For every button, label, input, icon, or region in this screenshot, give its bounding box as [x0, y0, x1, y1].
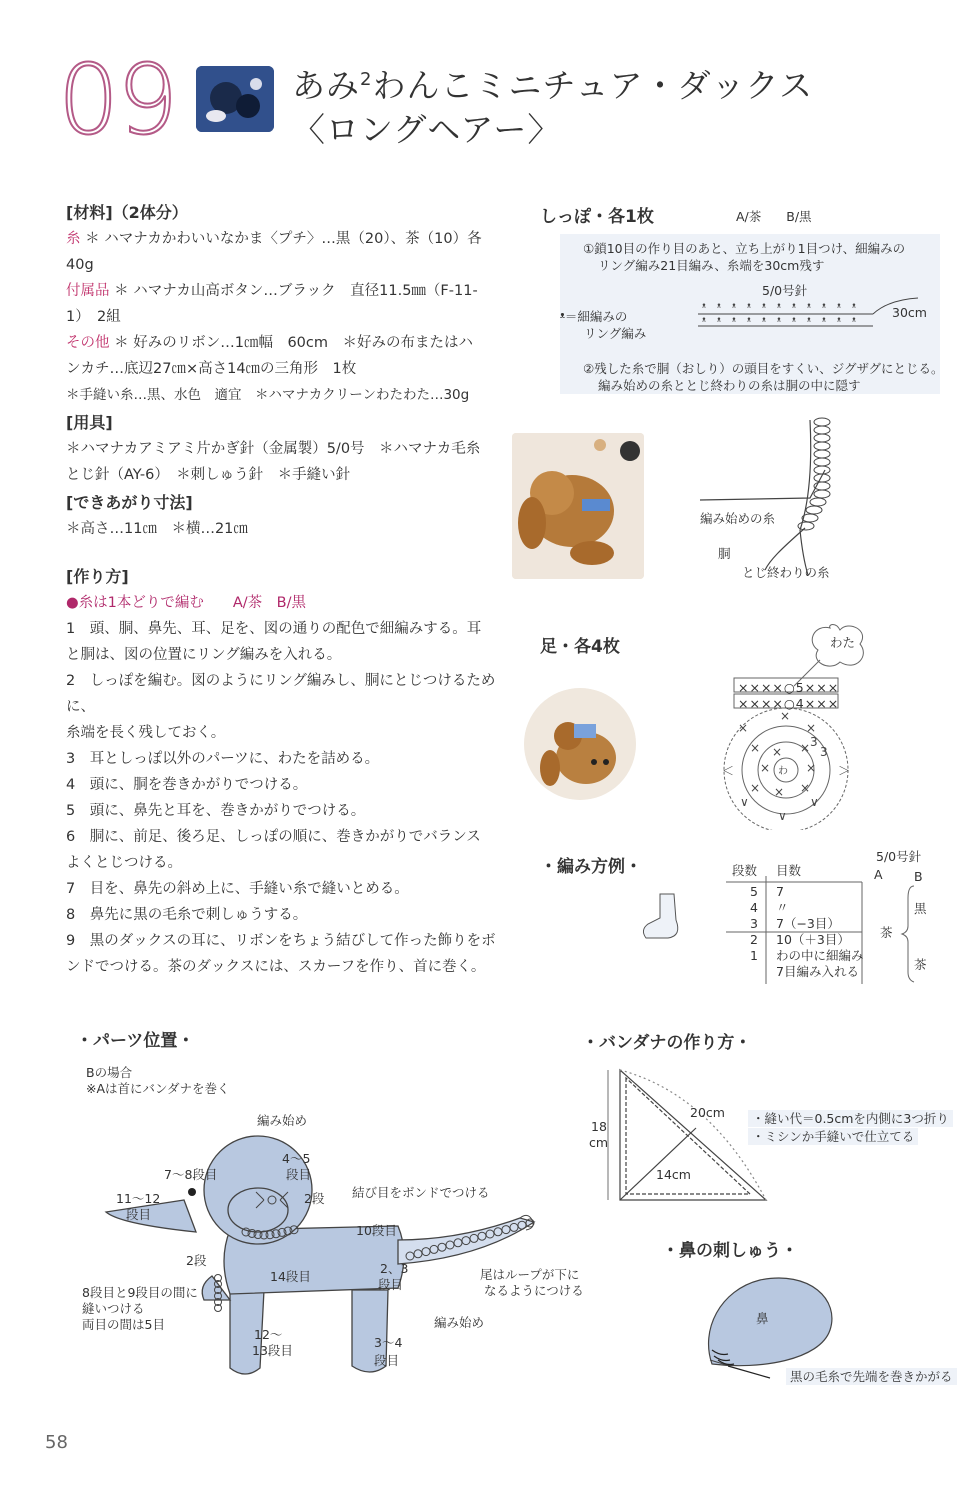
method-step: 3 耳としっぽ以外のパーツに、わたを詰める。 — [66, 751, 380, 767]
dog-label-r45: 4〜5 — [282, 1151, 311, 1166]
dog-label-r2b: 2段 — [186, 1253, 207, 1268]
side-black-label: 黒 — [914, 901, 927, 916]
side-brown-label: 茶 — [880, 925, 893, 940]
tail-title: しっぽ・各1枚 — [540, 207, 654, 227]
dog-label-bond: 結び目をボンドでつける — [352, 1185, 490, 1200]
svg-text:ᵜ: ᵜ — [777, 302, 781, 313]
tail-colors: A/茶 B/黒 — [736, 209, 812, 224]
parts-title: ・パーツ位置・ — [76, 1031, 195, 1051]
stitch-count: 7（−3目） — [776, 916, 840, 931]
tail-note-1b: リング編み21目編み、糸端を30cm残す — [598, 258, 825, 273]
dog-label-r10: 10段目 — [356, 1223, 397, 1238]
dog-label-r2a: 2段 — [304, 1191, 325, 1206]
svg-text:×: × — [760, 761, 771, 775]
svg-text:わ: わ — [778, 766, 788, 777]
legs-row-5: ××××○5××× — [738, 680, 840, 695]
svg-text:ᵜ: ᵜ — [822, 316, 826, 327]
legs-row-4: ××××○4××× — [738, 696, 840, 711]
svg-text:×: × — [772, 745, 783, 759]
pattern-number: 09 — [58, 44, 177, 156]
bandana-note-2: ・ミシンか手縫いで仕立てる — [748, 1128, 918, 1145]
dog-label-tail-2: なるようにつける — [484, 1283, 584, 1298]
legs-photo — [524, 688, 636, 800]
tools-text: ＊ハマナカアミアミ片かぎ針（金属製）5/0号 ＊ハマナカ毛糸 — [66, 441, 481, 457]
dog-label-dan2: 段目 — [126, 1207, 152, 1222]
yarn-text-2: 40g — [66, 257, 94, 273]
method-step: 6 胴に、前足、後ろ足、しっぽの順に、巻きかがりでバランス — [66, 829, 481, 845]
method-step: 7 目を、鼻先の斜め上に、手縫い糸で縫いとめる。 — [66, 881, 409, 897]
svg-text:ᵜ: ᵜ — [837, 316, 841, 327]
col-row-header: 段数 — [732, 863, 758, 878]
tail-length: 30cm — [892, 305, 927, 320]
dog-label-dan: 段目 — [286, 1167, 312, 1182]
dog-label-tail: 尾はループが下に — [480, 1267, 580, 1282]
stitch-count: 7 — [776, 884, 784, 899]
legs-chart — [710, 620, 900, 830]
tail-hook: 5/0号針 — [762, 283, 808, 298]
dog-label-r1213: 12〜 — [254, 1327, 283, 1342]
tail-photo — [512, 433, 644, 579]
side-brown-label-2: 茶 — [914, 957, 927, 972]
tail-note-1: ①鎖10目の作り目のあと、立ち上がり1目つけ、細編みの — [583, 241, 906, 256]
svg-text:ᵜ: ᵜ — [732, 302, 736, 313]
col-a: A — [874, 867, 883, 882]
svg-text:ᵜ: ᵜ — [702, 316, 706, 327]
other-text-3: ＊手縫い糸…黒、水色 適宜 ＊ハマナカクリーンわたわた…30g — [66, 387, 470, 403]
method-heading: [作り方] — [66, 567, 129, 586]
label-start-yarn: 編み始めの糸 — [700, 511, 776, 526]
svg-text:×: × — [800, 741, 811, 755]
tail-sewing-diagram — [690, 410, 860, 590]
svg-text:ᵜ: ᵜ — [747, 316, 751, 327]
svg-text:×: × — [750, 741, 761, 755]
dog-parts-diagram — [80, 1100, 570, 1390]
svg-text:ᵜ: ᵜ — [702, 302, 706, 313]
svg-text:＞: ＞ — [838, 764, 851, 778]
nose-title: ・鼻の刺しゅう・ — [662, 1241, 798, 1261]
row-number — [732, 964, 776, 980]
nose-diagram — [700, 1270, 850, 1380]
svg-text:×: × — [738, 721, 749, 735]
svg-text:ᵜ: ᵜ — [837, 302, 841, 313]
tools-heading: [用具] — [66, 413, 113, 432]
svg-text:3: 3 — [810, 735, 818, 749]
method-step: 8 鼻先に黒の毛糸で刺しゅうする。 — [66, 907, 308, 923]
parts-text: ＊ ハマナカ山高ボタン…ブラック 直径11.5㎜（F-11- — [109, 283, 478, 299]
page-subtitle: 〈ロングヘアー〉 — [292, 110, 562, 149]
svg-text:ᵜ: ᵜ — [717, 316, 721, 327]
bandana-20cm: 20cm — [690, 1105, 725, 1120]
svg-text:ᵜ: ᵜ — [762, 302, 766, 313]
nose-note: 黒の毛糸で先端を巻きかがる — [786, 1368, 957, 1385]
method-step: 2 しっぽを編む。図のようにリング編みし、胴にとじつけるために、 — [66, 673, 496, 715]
bandana-14cm: 14cm — [656, 1167, 691, 1182]
parts-text-2: 1） 2組 — [66, 309, 121, 325]
page-title: あみ$^2$わんこミニチュア・ダックス — [292, 66, 814, 105]
svg-text:ᵜ: ᵜ — [807, 316, 811, 327]
example-row — [732, 932, 864, 948]
stitch-count: 7目編み入れる — [776, 964, 859, 979]
stitch-count: 〃 — [776, 900, 789, 915]
svg-text:ᵜ: ᵜ — [792, 316, 796, 327]
tools-text-2: とじ針（AY-6） ＊刺しゅう針 ＊手縫い針 — [66, 467, 351, 483]
col-b: B — [914, 869, 923, 884]
dog-label-r34: 3〜4 — [374, 1335, 403, 1350]
bandana-height: 18 — [591, 1119, 607, 1134]
bandana-title: ・バンダナの作り方・ — [582, 1033, 752, 1053]
materials-section — [66, 200, 496, 980]
method-step: 糸端を長く残しておく。 — [66, 725, 226, 741]
bandana-note-1: ・縫い代＝0.5cmを内側に3つ折り — [748, 1110, 953, 1127]
row-number: 5 — [750, 884, 758, 899]
method-step: よくとじつける。 — [66, 855, 182, 871]
bandana-height-unit: cm — [589, 1135, 609, 1150]
row-number: 1 — [750, 948, 758, 963]
method-step: ンドでつける。茶のダックスには、スカーフを作り、首に巻く。 — [66, 959, 486, 975]
stitch-count: 10（＋3目） — [776, 932, 850, 947]
svg-text:∨: ∨ — [778, 809, 787, 823]
size-text: ＊高さ…11㎝ ＊横…21㎝ — [66, 521, 248, 537]
label-body: 胴 — [718, 546, 731, 561]
row-number: 2 — [750, 932, 758, 947]
dog-label-sew-3: 両目の間は5目 — [82, 1317, 165, 1332]
ring-stitch-icon: ᵜ — [560, 309, 565, 324]
svg-text:ᵜ: ᵜ — [822, 302, 826, 313]
size-heading: [できあがり寸法] — [66, 493, 193, 512]
svg-text:ᵜ: ᵜ — [852, 302, 856, 313]
legs-title: 足・各4枚 — [540, 637, 620, 657]
method-step: 5 頭に、鼻先と耳を、巻きかがりでつける。 — [66, 803, 366, 819]
dog-label-start-bottom: 編み始め — [434, 1315, 485, 1330]
stitch-count: わの中に細編み — [776, 948, 864, 963]
materials-heading: [材料]（2体分） — [66, 203, 188, 222]
svg-text:ᵜ: ᵜ — [762, 316, 766, 327]
svg-text:×: × — [806, 721, 817, 735]
yarn-text: ＊ ハマナカかわいいなかま〈プチ〉…黒（20）、茶（10）各 — [80, 231, 482, 247]
svg-text:∨: ∨ — [810, 795, 819, 809]
svg-text:ᵜ: ᵜ — [747, 302, 751, 313]
dog-label-dan3: 段目 — [378, 1277, 404, 1292]
label-end-yarn: とじ終わりの糸 — [742, 565, 830, 580]
svg-text:＜: ＜ — [722, 764, 735, 778]
dog-label-r14: 14段目 — [270, 1269, 311, 1284]
dog-label-r34b: 段目 — [374, 1353, 400, 1368]
parts-label: 付属品 — [66, 283, 110, 299]
example-title: ・編み方例・ — [540, 857, 642, 877]
example-rows — [732, 884, 864, 980]
svg-text:×: × — [780, 709, 791, 723]
example-row — [732, 884, 864, 900]
dog-label-r1112: 11〜12 — [116, 1191, 161, 1206]
svg-text:×: × — [774, 785, 785, 799]
svg-text:ᵜ: ᵜ — [777, 316, 781, 327]
yarn-label: 糸 — [66, 231, 81, 247]
row-number: 3 — [750, 916, 758, 931]
method-bullet: ●糸は1本どりで編む A/茶 B/黒 — [66, 595, 307, 611]
example-row — [732, 964, 864, 980]
method-step: 4 頭に、胴を巻きかがりでつける。 — [66, 777, 308, 793]
example-row — [732, 900, 864, 916]
svg-text:ᵜ: ᵜ — [717, 302, 721, 313]
ring-legend-2: リング編み — [584, 326, 647, 341]
page-number: 58 — [45, 1432, 68, 1453]
tail-note-2: ②残した糸で胴（おしり）の頭目をすくい、ジグザグにとじる。 — [583, 361, 944, 376]
svg-text:×: × — [800, 781, 811, 795]
dog-label-sew-2: 縫いつける — [82, 1301, 145, 1316]
dog-label-r78: 7〜8段目 — [164, 1167, 218, 1182]
ring-legend: ᵜ＝細編みの — [560, 309, 628, 324]
example-hook: 5/0号針 — [876, 849, 922, 864]
method-step: 9 黒のダックスの耳に、リボンをちょう結びして作った飾りをボ — [66, 933, 496, 949]
other-text-2: ンカチ…底辺27㎝×高さ14㎝の三角形 1枚 — [66, 361, 357, 377]
svg-text:ᵜ: ᵜ — [852, 316, 856, 327]
dog-label-r23: 2、3 — [380, 1261, 409, 1276]
nose-label: 鼻 — [756, 1311, 769, 1326]
other-label: その他 — [66, 335, 110, 351]
svg-text:×: × — [806, 761, 817, 775]
col-count-header: 目数 — [776, 863, 802, 878]
example-row — [732, 916, 864, 932]
row-number: 4 — [750, 900, 758, 915]
parts-note-2: ※Aは首にバンダナを巻く — [86, 1081, 230, 1096]
method-step: と胴は、図の位置にリング編みを入れる。 — [66, 647, 342, 663]
other-text: ＊ 好みのリボン…1㎝幅 60cm ＊好みの布またはハ — [109, 335, 473, 351]
parts-note-1: Bの場合 — [86, 1065, 133, 1080]
leg-piece-icon — [638, 890, 686, 942]
svg-text:ᵜ: ᵜ — [792, 302, 796, 313]
method-step: 1 頭、胴、鼻先、耳、足を、図の通りの配色で細編みする。耳 — [66, 621, 482, 637]
dog-label-start-top: 編み始め — [257, 1113, 308, 1128]
svg-text:∨: ∨ — [740, 795, 749, 809]
thumbnail-image — [196, 66, 274, 132]
method-steps — [66, 616, 496, 980]
stuffing-label: わた — [830, 635, 856, 650]
svg-text:3: 3 — [820, 745, 828, 759]
svg-text:×: × — [750, 781, 761, 795]
svg-text:ᵜ: ᵜ — [807, 302, 811, 313]
dog-label-r1213b: 13段目 — [252, 1343, 293, 1358]
svg-text:ᵜ: ᵜ — [732, 316, 736, 327]
dog-label-sew-1: 8段目と9段目の間に — [82, 1285, 198, 1300]
example-row — [732, 948, 864, 964]
tail-note-2b: 編み始めの糸ととじ終わりの糸は胴の中に隠す — [598, 378, 861, 393]
